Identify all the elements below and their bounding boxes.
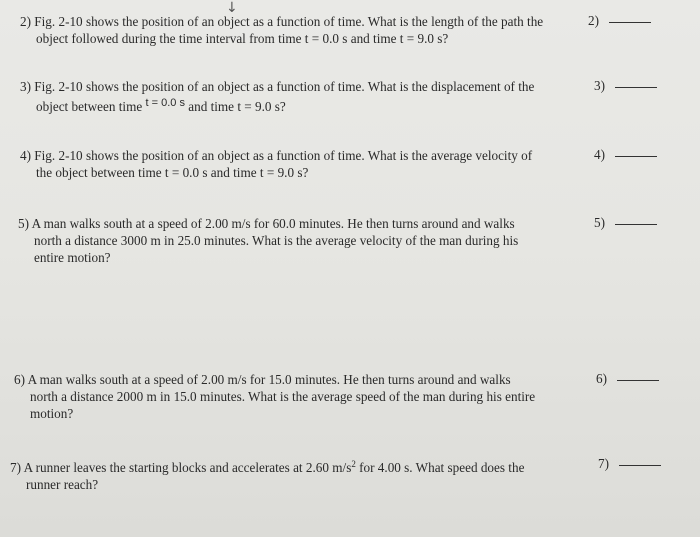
answer-blank-3[interactable] [594, 78, 657, 94]
question-text-line: entire motion? [34, 250, 111, 265]
answer-line[interactable] [615, 87, 657, 88]
question-text-line: motion? [30, 406, 74, 421]
question-text-line: A man walks south at a speed of 2.00 m/s for 60.0 minutes. He then turns around and walks [31, 216, 515, 231]
question-text-line: the object between time t = 0.0 s and time t = 9.0 s? [36, 165, 309, 180]
question-text-line: runner reach? [26, 477, 99, 492]
question-7 [10, 456, 570, 493]
question-text-line: and time t = 9.0 s? [188, 99, 286, 114]
question-text-line: north a distance 2000 m in 15.0 minutes. What is the average speed of the man during his entire [30, 389, 536, 404]
time-expression: t = 0.0 s [145, 97, 185, 109]
question-number: 2) [20, 14, 31, 29]
answer-blank-2[interactable] [588, 13, 651, 29]
answer-blank-4[interactable] [594, 147, 657, 163]
question-text-line: A runner leaves the starting blocks and accelerates at 2.60 m/s [23, 460, 352, 475]
question-text-line: Fig. 2-10 shows the position of an object as a function of time. What is the average velocity of [34, 148, 533, 163]
answer-label: 4) [594, 147, 605, 162]
answer-label: 5) [594, 215, 605, 230]
arrow-mark: ↓ [226, 0, 238, 16]
question-text-line: object followed during the time interval from time t = 0.0 s and time t = 9.0 s? [36, 31, 449, 46]
question-2 [20, 13, 580, 47]
question-4 [20, 147, 580, 181]
answer-label: 7) [598, 456, 609, 471]
answer-line[interactable] [609, 22, 651, 23]
question-number: 5) [18, 216, 29, 231]
answer-blank-6[interactable] [596, 371, 659, 387]
answer-line[interactable] [615, 224, 657, 225]
question-number: 7) [10, 460, 21, 475]
question-text-line: Fig. 2-10 shows the position of an object as a function of time. What is the length of the path the [34, 14, 544, 29]
question-number: 4) [20, 148, 31, 163]
question-6 [14, 371, 574, 422]
exponent: 2 [351, 459, 356, 469]
answer-line[interactable] [617, 380, 659, 381]
answer-blank-7[interactable] [598, 456, 661, 472]
question-number: 3) [20, 79, 31, 94]
question-text-line: Fig. 2-10 shows the position of an object as a function of time. What is the displacement of the [34, 79, 535, 94]
question-3 [20, 78, 580, 115]
question-5 [18, 215, 578, 266]
question-text-line: north a distance 3000 m in 25.0 minutes. What is the average velocity of the man during his [34, 233, 519, 248]
answer-line[interactable] [615, 156, 657, 157]
answer-label: 2) [588, 13, 599, 28]
answer-blank-5[interactable] [594, 215, 657, 231]
question-text-line: object between time [36, 99, 143, 114]
answer-label: 3) [594, 78, 605, 93]
question-number: 6) [14, 372, 25, 387]
answer-line[interactable] [619, 465, 661, 466]
answer-label: 6) [596, 371, 607, 386]
question-text-line: for 4.00 s. What speed does the [355, 460, 525, 475]
question-text-line: A man walks south at a speed of 2.00 m/s for 15.0 minutes. He then turns around and walks [27, 372, 511, 387]
